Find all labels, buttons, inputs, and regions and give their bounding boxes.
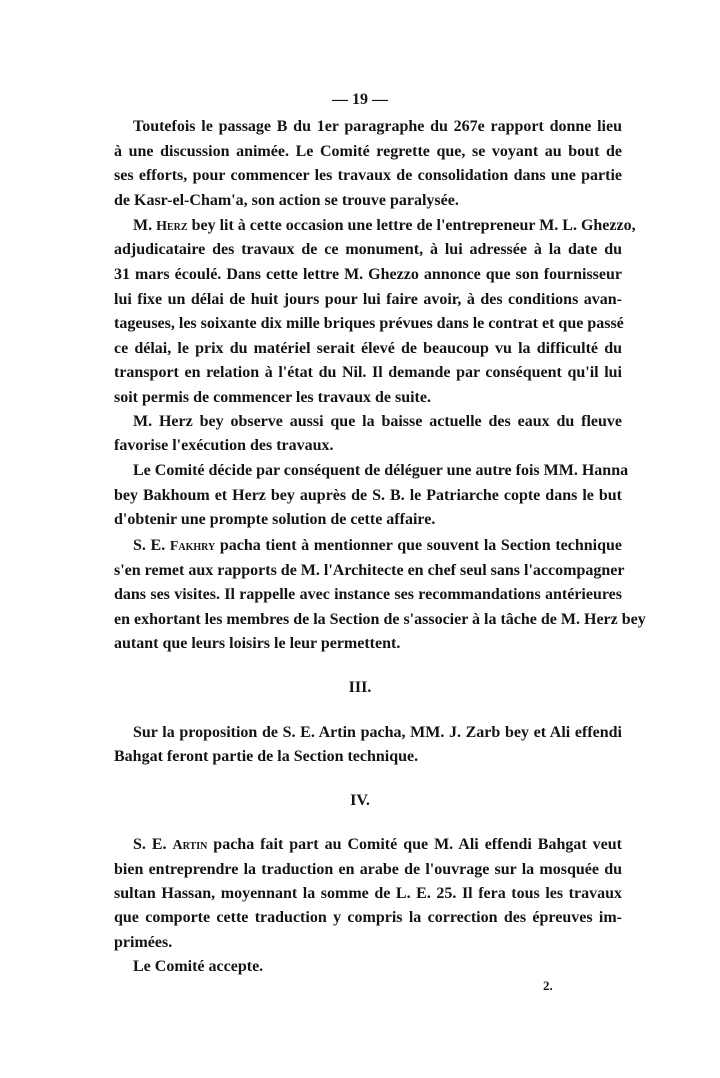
text-line: primées.: [114, 934, 173, 951]
text-line: [133, 835, 622, 856]
person-name: Fakhry: [169, 539, 216, 554]
text-line: d'obtenir une prompte solution de cette affaire.: [114, 511, 436, 528]
text-line: sultan Hassan, moyennant la somme de L. E. 25. Il fera tous les travaux: [114, 885, 622, 902]
paragraph-8: Le Comité accepte.: [133, 958, 264, 975]
text-line: ce délai, le prix du matériel serait élevé de beaucoup vu la difficulté du: [114, 340, 622, 357]
text-line: bey Bakhoum et Herz bey auprès de S. B. le Patriarche copte dans le but: [114, 487, 622, 504]
text-line: Sur la proposition de S. E. Artin pacha, MM. J. Zarb bey et Ali effendi: [133, 724, 622, 741]
text-line: favorise l'exécution des travaux.: [114, 437, 334, 454]
text-line: Le Comité décide par conséquent de déléguer une autre fois MM. Hanna: [133, 462, 629, 479]
text-line: transport en relation à l'état du Nil. Il demande par conséquent qu'il lui: [114, 364, 622, 381]
text-line: de Kasr-el-Cham'a, son action se trouve paralysée.: [114, 192, 459, 209]
text-line: à une discussion animée. Le Comité regrette que, se voyant au bout de: [114, 143, 622, 160]
text-line: en exhortant les membres de la Section de s'associer à la tâche de M. Herz bey: [114, 611, 646, 628]
text: pacha fait part au Comité que M. Ali effendi Bahgat veut: [207, 836, 623, 853]
section-heading-3: III.: [348, 679, 372, 696]
text-line: autant que leurs loisirs le leur permettent.: [114, 635, 401, 652]
page-number: — 19 —: [332, 91, 388, 108]
text: pacha tient à mentionner que souvent la Section technique: [215, 537, 622, 554]
text-line: adjudicataire des travaux de ce monument, à lui adressée à la date du: [114, 241, 622, 258]
text-line: que comporte cette traduction y compris la correction des épreuves im-: [114, 909, 622, 926]
person-name: Herz: [156, 219, 188, 234]
text-line: soit permis de commencer les travaux de suite.: [114, 389, 431, 406]
text-line: [133, 216, 636, 237]
text-line: [133, 536, 622, 557]
text: M.: [133, 217, 157, 234]
text-line: M. Herz bey observe aussi que la baisse actuelle des eaux du fleuve: [133, 413, 622, 430]
text-line: tageuses, les soixante dix mille briques prévues dans le contrat et que passé: [114, 315, 624, 332]
text-line: 31 mars écoulé. Dans cette lettre M. Ghezzo annonce que son fournisseur: [114, 266, 622, 283]
text-line: Bahgat feront partie de la Section technique.: [114, 748, 419, 765]
signature-mark: 2.: [543, 978, 553, 993]
text: S. E.: [133, 836, 173, 853]
text: bey lit à cette occasion une lettre de l'entrepreneur M. L. Ghezzo,: [187, 217, 636, 234]
text-line: s'en remet aux rapports de M. l'Architecte en chef seul sans l'accompagner: [114, 562, 625, 579]
text-line: Toutefois le passage B du 1er paragraphe du 267e rapport donne lieu: [133, 118, 622, 135]
text-line: dans ses visites. Il rappelle avec instance ses recommandations antérieures: [114, 586, 622, 603]
person-name: Artin: [172, 838, 208, 853]
text-line: ses efforts, pour commencer les travaux de consolidation dans une partie: [114, 167, 622, 184]
section-heading-4: IV.: [350, 792, 370, 809]
text-line: bien entreprendre la traduction en arabe de l'ouvrage sur la mosquée du: [114, 861, 622, 878]
text: S. E.: [133, 537, 170, 554]
text-line: lui fixe un délai de huit jours pour lui faire avoir, à des conditions avan-: [114, 291, 622, 308]
